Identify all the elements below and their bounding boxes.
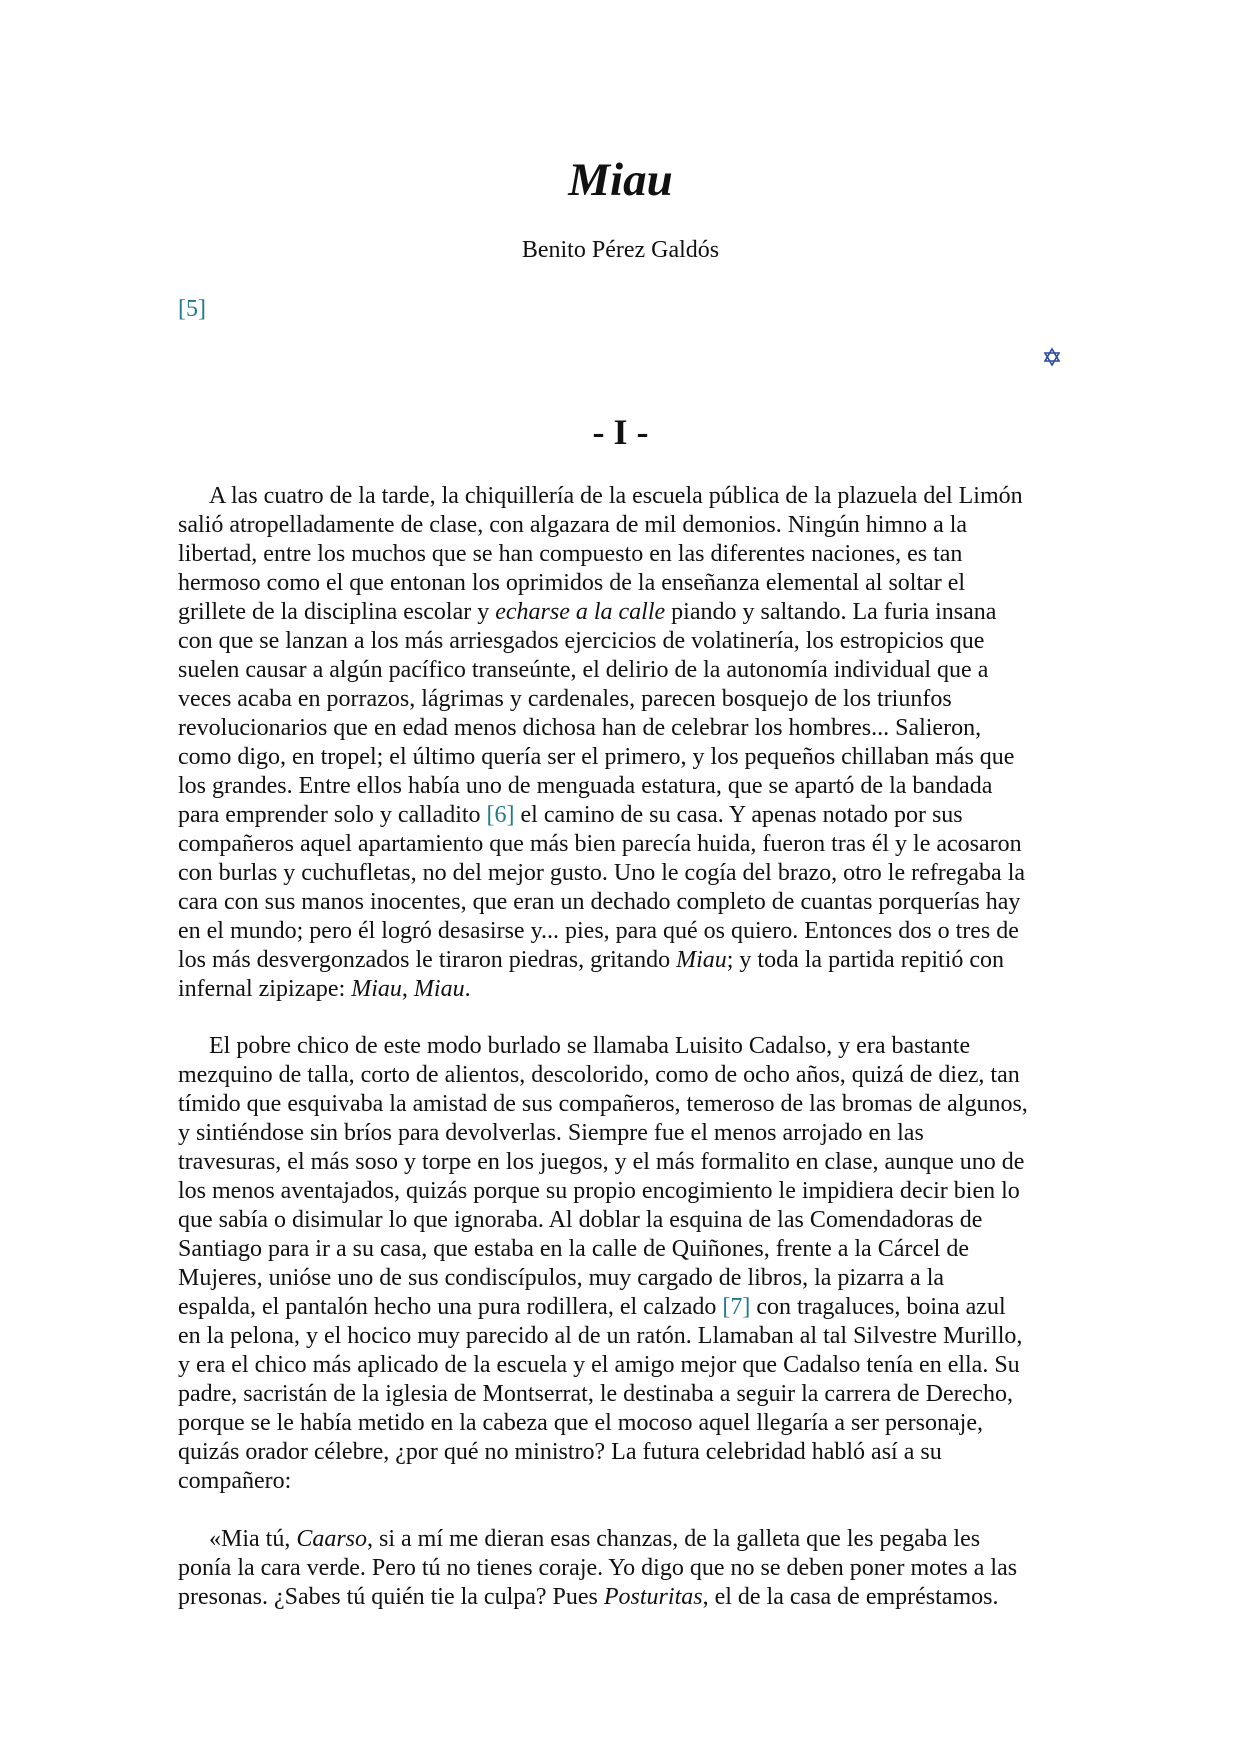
italic-span: Miau [351,976,402,1002]
italic-span: echarse a la calle [495,599,666,625]
text-span: , [401,976,414,1002]
paragraph-1 [178,482,1068,1004]
chapter-body [178,482,1068,1640]
author-name: Benito Pérez Galdós [521,237,720,263]
page-ref-6[interactable]: [6] [486,802,515,828]
text-span: , si a mí me dieran esas chanzas, de la galleta que les pegaba les ponía la cara verde. Pero tú no tienes coraje. Yo digo que no se deben poner motes a las presonas. ¿Sabes tú quién tie la culpa? Pues [178,1526,1018,1610]
text-span: ; y toda la partida repitió con infernal zipizape: [178,947,1005,1002]
page-ref-5[interactable]: [5] [178,296,206,322]
text-span: con tragaluces, boina azul en la pelona, y el hocico muy parecido al de un ratón. Llamaban al tal Silvestre Murillo, y era el chico más aplicado de la escuela y el amigo mejor que Cadalso tenía en ella. Su padre, sacristán de la iglesia de Montserrat, le destinaba a seguir la carrera de Derecho, porque se le había metido en la cabeza que el mocoso aquel llegaría a ser personaje, quizás orador célebre, ¿por qué no ministro? La futura celebridad habló así a su compañero: [178,1294,1023,1494]
paragraph-2 [178,1032,1068,1496]
text-span: el camino de su casa. Y apenas notado por sus compañeros aquel apartamiento que más bien parecía huida, fueron tras él y le acosaron con burlas y cuchufletas, no del mejor gusto. Uno le cogía del brazo, otro le refregaba la cara con sus manos inocentes, que eran un dechado completo de cuantas porquerías hay en el mundo; pero él logró desasirse y... pies, para qué os quiero. Entonces dos o tres de los más desvergonzados le tiraron piedras, gritando [178,802,1026,973]
chapter-heading: - I - [592,412,649,452]
page-ref-7[interactable]: [7] [722,1294,751,1320]
text-span: «Mia tú, [209,1526,297,1552]
star-of-david-icon [1041,346,1063,368]
text-span: piando y saltando. La furia insana con que se lanzan a los más arriesgados ejercicios de volatinería, los estropicios que suelen causar a algún pacífico transeúnte, el delirio de la autonomía individual que a veces acaba en porrazos, lágrimas y cardenales, parecen bosquejo de los triunfos revolucionarios que en edad menos dichosa han de celebrar los hombres... Salieron, como digo, en tropel; el último quería ser el primero, y los pequeños chillaban más que los grandes. Entre ellos había uno de menguada estatura, que se apartó de la bandada para emprender solo y calladito [178,599,1015,828]
book-title: Miau [568,154,673,206]
italic-span: Miau [413,976,465,1002]
text-span: , el de la casa de empréstamos. [702,1584,999,1610]
text-span: . [464,976,471,1002]
paragraph-3 [178,1525,1068,1612]
italic-span: Posturitas [603,1584,703,1610]
italic-span: Miau [676,947,727,973]
text-span: A las cuatro de la tarde, la chiquillería de la escuela pública de la plazuela del Limón salió atropelladamente de clase, con algazara de mil demonios. Ningún himno a la libertad, entre los muchos que se han compuesto en las diferentes naciones, es tan hermoso como el que entonan los oprimidos de la enseñanza elemental al soltar el grillete de la disciplina escolar y [178,483,1023,625]
text-span: El pobre chico de este modo burlado se llamaba Luisito Cadalso, y era bastante mezquino de talla, corto de alientos, descolorido, como de ocho años, quizá de diez, tan tímido que esquivaba la amistad de sus compañeros, temeroso de las bromas de algunos, y sintiéndose sin bríos para devolverlas. Siempre fue el menos arrojado en las travesuras, el más soso y torpe en los juegos, y el más formalito en clase, aunque uno de los menos aventajados, quizás porque su propio encogimiento le impidiera decir bien lo que sabía o disimular lo que ignoraba. Al doblar la esquina de las Comendadoras de Santiago para ir a su casa, que estaba en la calle de Quiñones, frente a la Cárcel de Mujeres, unióse uno de sus condiscípulos, muy cargado de libros, la pizarra a la espalda, el pantalón hecho una pura rodillera, el calzado [178,1033,1028,1320]
italic-span: Caarso [296,1526,368,1552]
